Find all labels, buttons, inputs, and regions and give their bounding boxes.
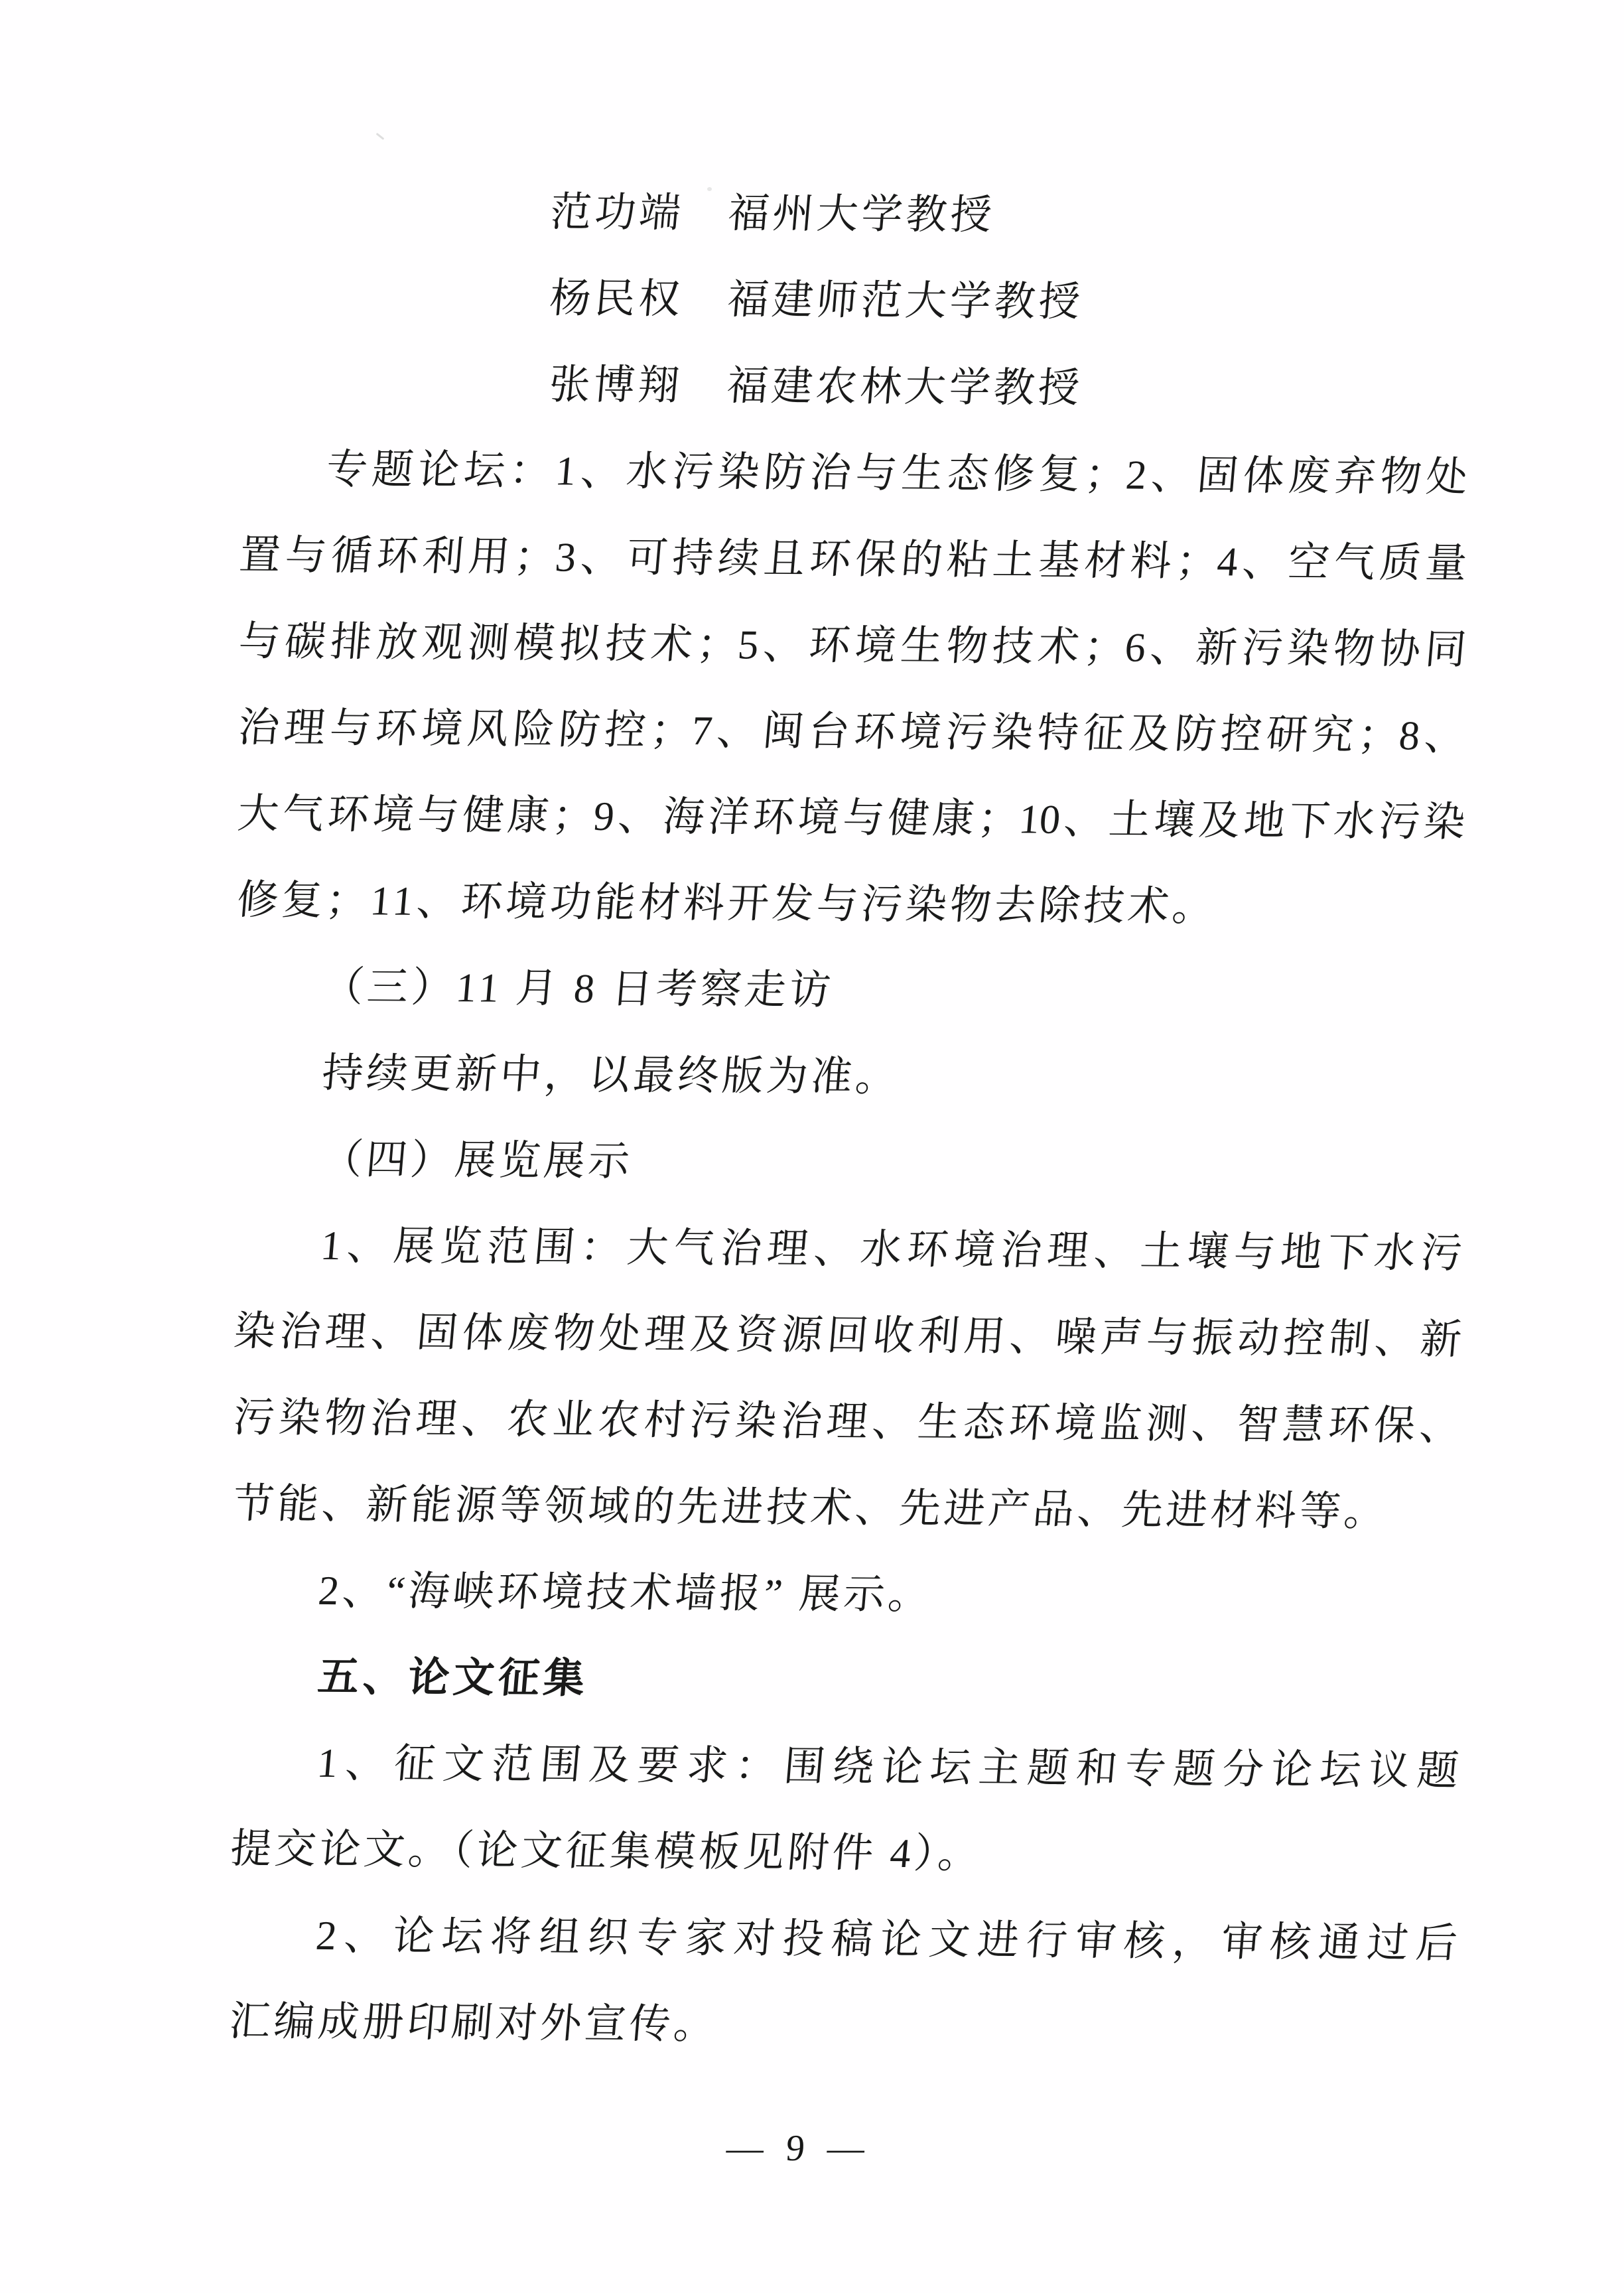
committee-member-line: 范功端 福州大学教授 xyxy=(548,190,997,238)
section-heading-paper-collection: 五、论文征集 xyxy=(316,1654,591,1702)
page-number: — 9 — xyxy=(724,2128,873,2169)
text-line: 1、征文范围及要求：围绕论坛主题和专题分论坛议题 xyxy=(315,1740,1461,1794)
text-line: 大气环境与健康；9、海洋环境与健康；10、土壤及地下水污染 xyxy=(236,792,1467,845)
text-line: 污染物治理、农业农村污染治理、生态环境监测、智慧环保、 xyxy=(232,1395,1463,1449)
text-line: 染治理、固体废物处理及资源回收利用、噪声与振动控制、新 xyxy=(232,1309,1463,1363)
text-line: 汇编成册印刷对外宣传。 xyxy=(227,1998,720,2048)
committee-member-line: 张博翔 福建农林大学教授 xyxy=(547,362,1085,411)
text-line: 专题论坛：1、水污染防治与生态修复；2、固体废弃物处 xyxy=(324,447,1469,500)
text-line: 1、展览范围：大气治理、水环境治理、土壤与地下水污 xyxy=(318,1223,1464,1277)
text-line: 治理与环境风险防控；7、闽台环境污染特征及防控研究；8、 xyxy=(236,705,1468,759)
text-line: 持续更新中，以最终版为准。 xyxy=(320,1050,902,1100)
scan-artifact xyxy=(376,133,385,140)
committee-member-line: 杨民权 福建师范大学教授 xyxy=(547,276,1085,325)
text-line: 提交论文。（论文征集模板见附件 4）。 xyxy=(228,1826,984,1877)
text-line: 置与循环利用；3、可持续且环保的粘土基材料；4、空气质量 xyxy=(237,533,1469,587)
document-text-block xyxy=(226,167,1469,2073)
subsection-heading-exhibition: （四）展览展示 xyxy=(319,1137,635,1185)
text-line: 节能、新能源等领域的先进技术、先进产品、先进材料等。 xyxy=(231,1482,1390,1535)
subsection-heading-visit: （三）11 月 8 日考察走访 xyxy=(320,964,836,1014)
text-line: 2、“海峡环境技术墙报” 展示。 xyxy=(316,1568,935,1618)
text-line: 2、论坛将组织专家对投稿论文进行审核，审核通过后 xyxy=(314,1913,1459,1967)
text-line: 修复；11、环境功能材料开发与污染物去除技术。 xyxy=(235,878,1219,930)
text-line: 与碳排放观测模拟技术；5、环境生物技术；6、新污染物协同 xyxy=(237,619,1468,673)
